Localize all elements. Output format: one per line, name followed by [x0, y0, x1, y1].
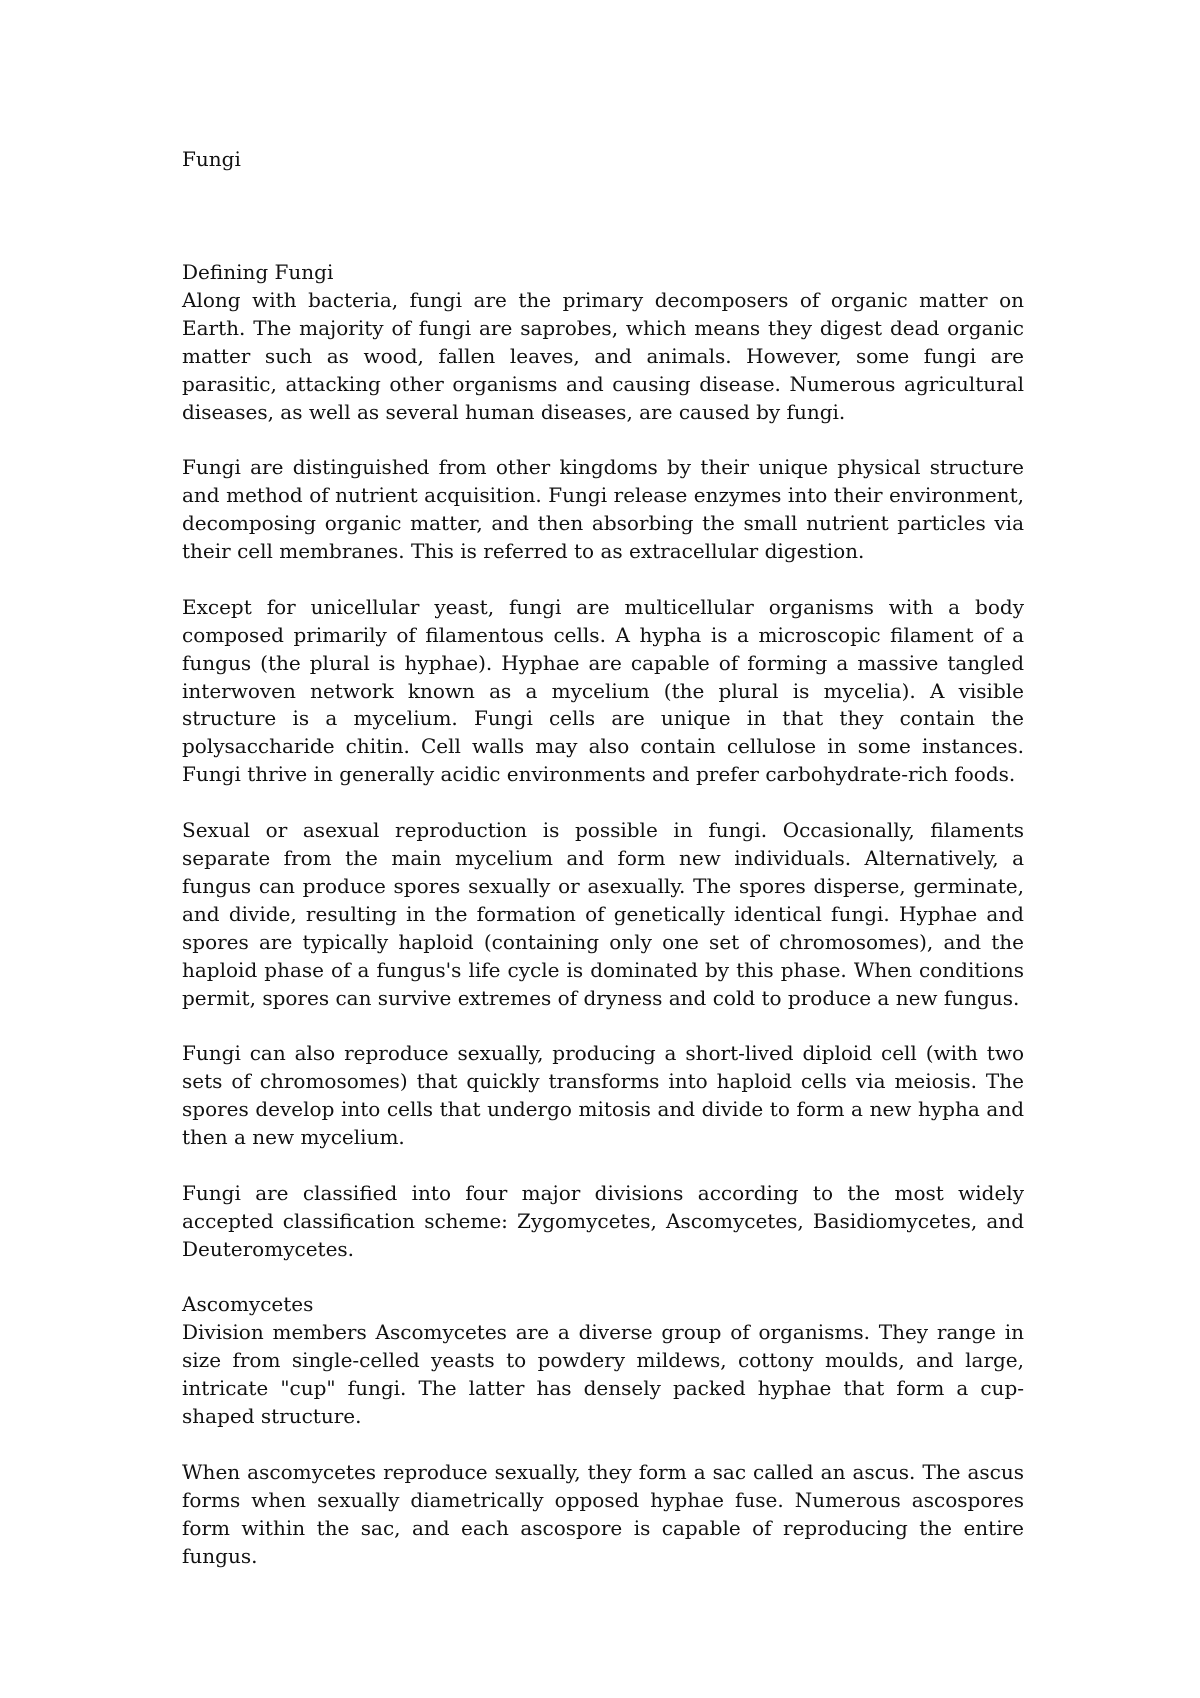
paragraph: Fungi are classified into four major divisions according to the most widely accepted classification scheme: Zygomycetes, Ascomycetes, Basidiomycetes, and Deuteromycetes. — [182, 1180, 1024, 1261]
paragraph: Along with bacteria, fungi are the primary decomposers of organic matter on Earth. The majority of fungi are saprobes, which means they digest dead organic matter such as wood, fallen leaves, and animals. However, some fungi are parasitic, attacking other organisms and causing disease. Numerous agricultural diseases, as well as several human diseases, are caused by fungi. — [182, 287, 1024, 424]
paragraph: Fungi are distinguished from other kingdoms by their unique physical structure and method of nutrient acquisition. Fungi release enzymes into their environment, decomposing organic matter, and then absorbing the small nutrient particles via their cell membranes. This is referred to as extracellular digestion. — [182, 455, 1024, 564]
section-ascomycetes — [182, 1291, 1024, 1570]
paragraph: Sexual or asexual reproduction is possible in fungi. Occasionally, filaments separate from the main mycelium and form new individuals. Alternatively, a fungus can produce spores sexually or asexually. The spores disperse, germinate, and divide, resulting in the formation of genetically identical fungi. Hyphae and spores are typically haploid (containing only one set of chromosomes), and the haploid phase of a fungus's life cycle is dominated by this phase. When conditions permit, spores can survive extremes of dryness and cold to produce a new fungus. — [182, 818, 1024, 1010]
section-defining-fungi — [182, 259, 1024, 1264]
paragraph: When ascomycetes reproduce sexually, they form a sac called an ascus. The ascus forms when sexually diametrically opposed hyphae fuse. Numerous ascospores form within the sac, and each ascospore is capable of reproducing the entire fungus. — [182, 1459, 1024, 1568]
paragraph: Except for unicellular yeast, fungi are multicellular organisms with a body composed primarily of filamentous cells. A hypha is a microscopic filament of a fungus (the plural is hyphae). Hyphae are capable of forming a massive tangled interwoven network known as a mycelium (the plural is mycelia). A visible structure is a mycelium. Fungi cells are unique in that they contain the polysaccharide chitin. Cell walls may also contain cellulose in some instances. Fungi thrive in generally acidic environments and prefer carbohydrate-rich foods. — [182, 594, 1024, 787]
paragraph: Division members Ascomycetes are a diverse group of organisms. They range in size from single-celled yeasts to powdery mildews, cottony moulds, and large, intricate "cup" fungi. The latter has densely packed hyphae that form a cup-shaped structure. — [182, 1320, 1024, 1429]
document-title: Fungi — [182, 147, 241, 171]
section-heading: Ascomycetes — [182, 1292, 314, 1317]
paragraph: Fungi can also reproduce sexually, producing a short-lived diploid cell (with two sets of chromosomes) that quickly transforms into haploid cells via meiosis. The spores develop into cells that undergo mitosis and divide to form a new hypha and then a new mycelium. — [182, 1041, 1024, 1150]
section-heading: Defining Fungi — [182, 260, 334, 284]
document-body — [182, 259, 1024, 1598]
